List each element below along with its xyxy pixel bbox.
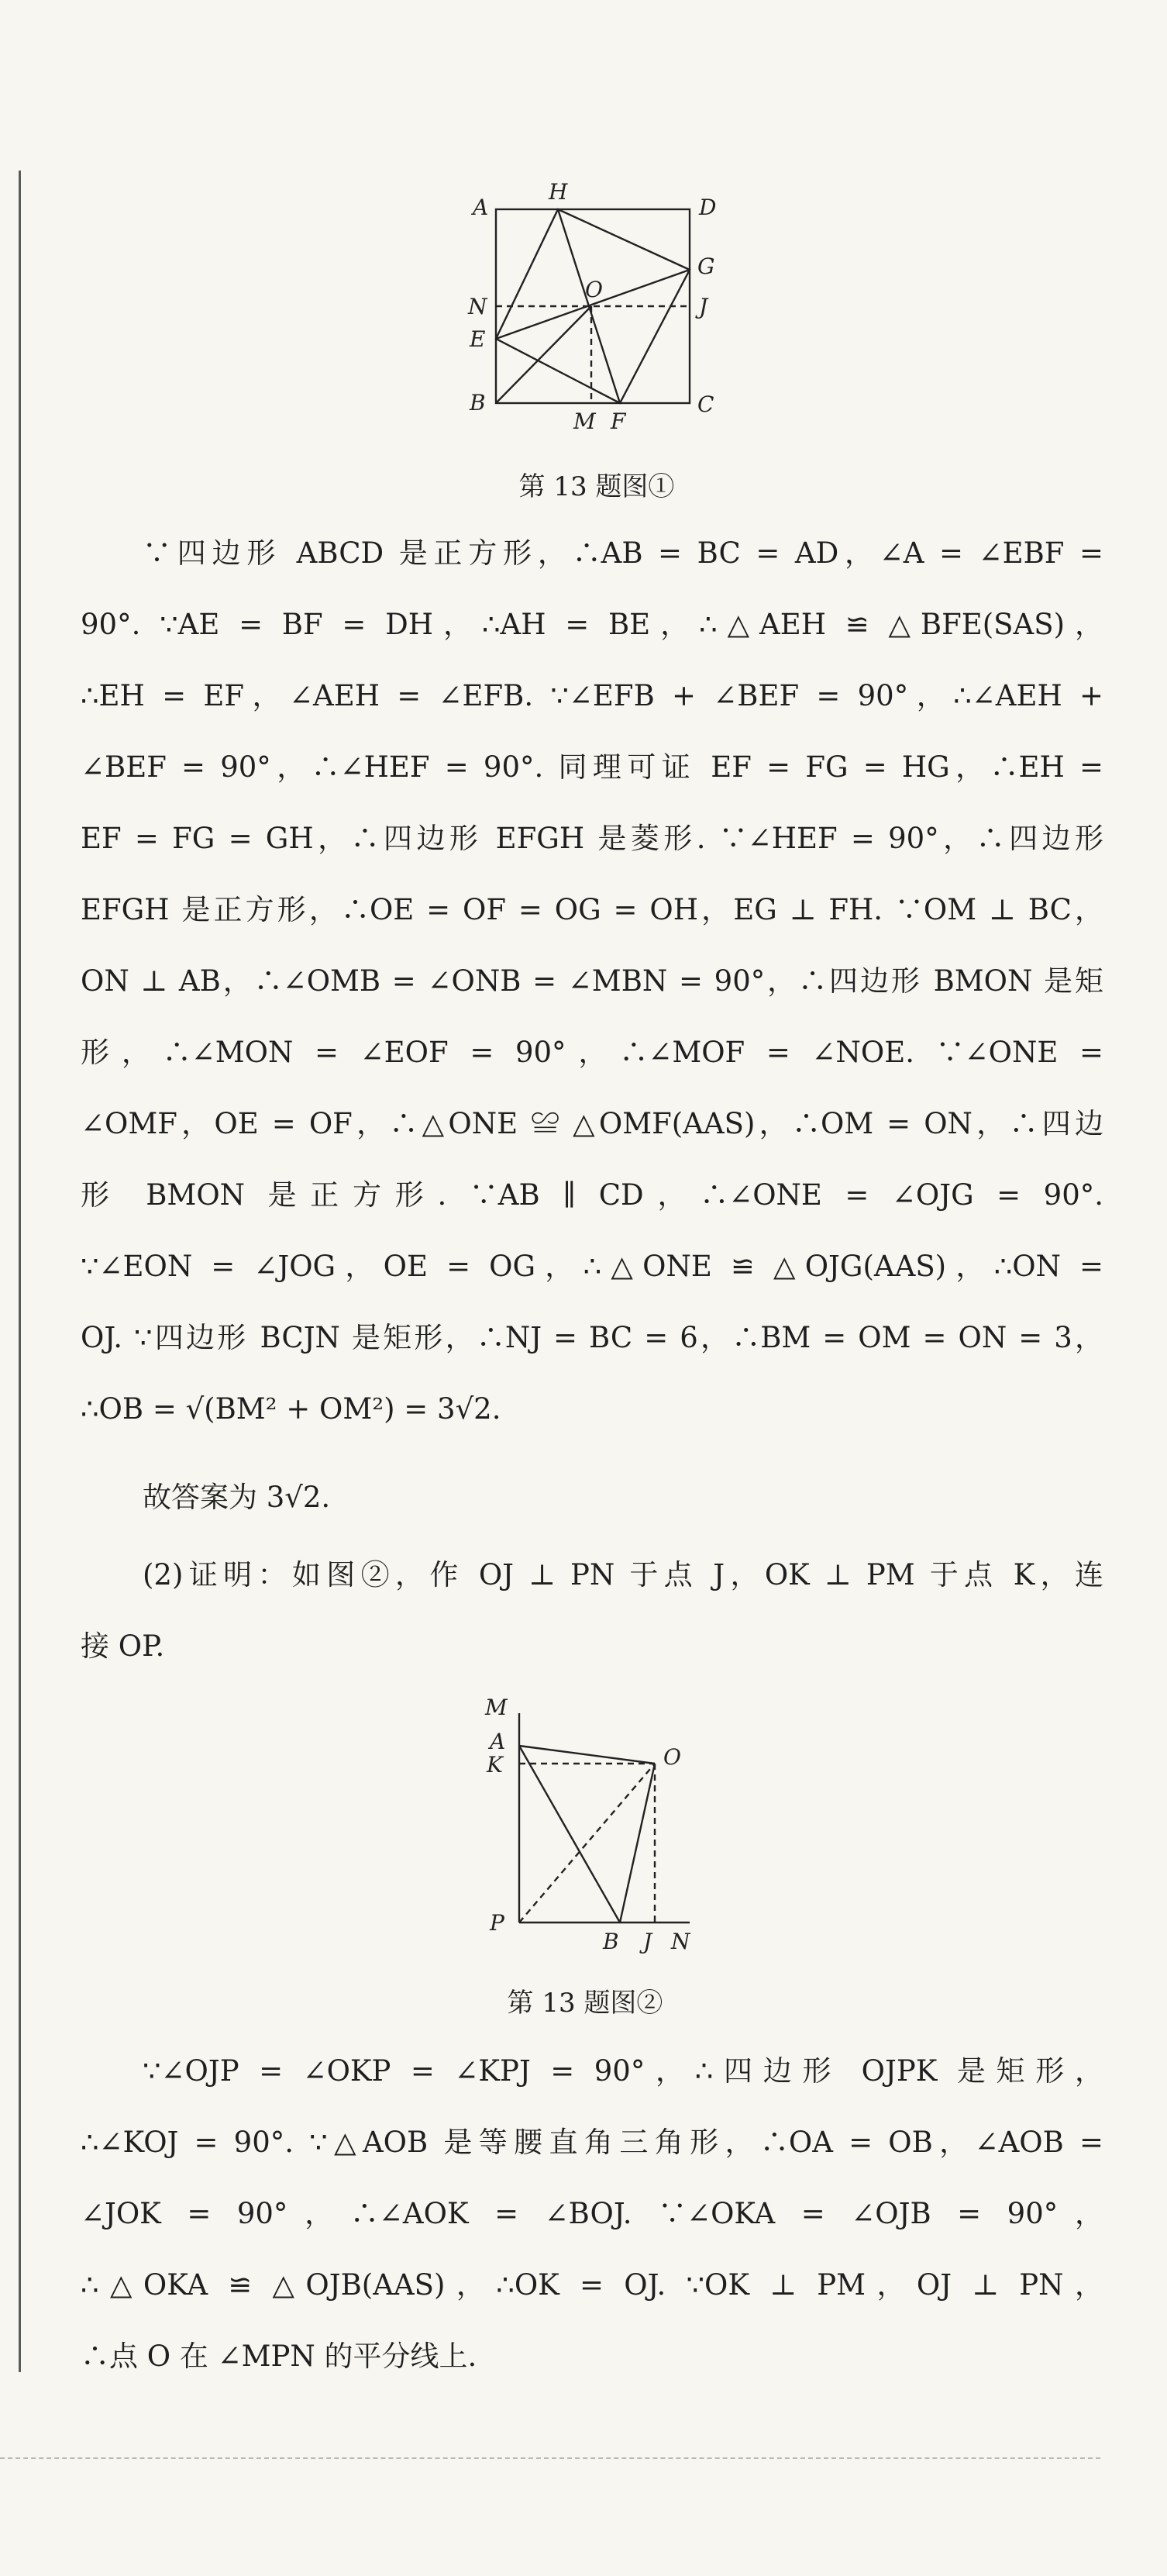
solution-line: 90°. ∵AE = BF = DH，∴AH = BE，∴△AEH ≌ △BFE(SAS)， (81, 608, 1103, 641)
solution2-line: ∴∠KOJ = 90°. ∵△AOB 是等腰直角三角形，∴OA = OB，∠AOB = (81, 2126, 1103, 2159)
solution-line: EF = FG = GH，∴四边形 EFGH 是菱形. ∵∠HEF = 90°，∴四边形 (81, 822, 1103, 855)
answer-line: 故答案为 3√2. (143, 1481, 331, 1514)
solution-line: ∠OMF，OE = OF，∴△ONE ≌ △OMF(AAS)，∴OM = ON，∴四边 (81, 1107, 1103, 1140)
bottom-dashed-rule (0, 2457, 1100, 2459)
label-b: B (603, 1929, 619, 1954)
solution2-line: ∴点 O 在 ∠MPN 的平分线上. (81, 2340, 477, 2373)
label-j: J (699, 294, 708, 319)
solution-line: 形 BMON 是正方形. ∵AB ∥ CD，∴∠ONE = ∠OJG = 90°. (81, 1178, 1103, 1212)
label-o: O (663, 1744, 681, 1770)
solution2-line: ∠JOK = 90°，∴∠AOK = ∠BOJ. ∵∠OKA = ∠OJB = 90°， (81, 2197, 1103, 2230)
label-g: G (697, 253, 715, 279)
label-m: M (485, 1695, 508, 1720)
label-j: J (643, 1929, 652, 1954)
solution-line: ON ⊥ AB，∴∠OMB = ∠ONB = ∠MBN = 90°，∴四边形 BMON 是矩 (81, 964, 1103, 998)
margin-line (19, 171, 21, 2372)
label-p: P (490, 1910, 504, 1936)
label-k: K (487, 1752, 503, 1778)
label-f: F (611, 409, 626, 434)
solution-line: 形，∴∠MON = ∠EOF = 90°，∴∠MOF = ∠NOE. ∵∠ONE = (81, 1036, 1103, 1069)
figure-2-caption: 第 13 题图② (507, 1988, 663, 2019)
part2-line: (2)证明：如图②，作 OJ ⊥ PN 于点 J，OK ⊥ PM 于点 K，连 (143, 1558, 1103, 1591)
solution-line: ∠BEF = 90°，∴∠HEF = 90°. 同理可证 EF = FG = HG，∴EH = (81, 750, 1103, 784)
label-a: A (473, 195, 489, 220)
label-n: N (671, 1929, 690, 1954)
part2-line: 接 OP. (81, 1629, 165, 1663)
figure-1-caption: 第 13 题图① (518, 471, 675, 502)
label-c: C (697, 391, 714, 417)
solution-line: EFGH 是正方形，∴OE = OF = OG = OH，EG ⊥ FH. ∵OM ⊥ BC， (81, 893, 1103, 926)
solution-part2 (81, 2036, 1103, 2392)
label-b: B (470, 390, 486, 416)
solution-part1 (81, 518, 1103, 1445)
label-o: O (585, 277, 603, 302)
label-a: A (490, 1729, 506, 1754)
label-m: M (573, 409, 596, 434)
label-d: D (699, 195, 717, 220)
label-e: E (470, 326, 486, 352)
solution-line: ∴EH = EF，∠AEH = ∠EFB. ∵∠EFB + ∠BEF = 90°，∴∠AEH + (81, 679, 1103, 712)
label-n: N (468, 294, 487, 319)
solution2-line: ∴△OKA ≌ △OJB(AAS)，∴OK = OJ. ∵OK ⊥ PM，OJ ⊥ PN， (81, 2268, 1103, 2302)
solution-line: ∵四边形 ABCD 是正方形，∴AB = BC = AD，∠A = ∠EBF = (143, 536, 1103, 570)
figure-1 (449, 174, 744, 438)
figure-2 (473, 1690, 705, 1954)
solution-line: OJ. ∵四边形 BCJN 是矩形，∴NJ = BC = 6，∴BM = OM = ON = 3， (81, 1321, 1103, 1354)
solution2-line: ∵∠OJP = ∠OKP = ∠KPJ = 90°，∴四边形 OJPK 是矩形， (143, 2054, 1103, 2088)
label-h: H (549, 179, 568, 205)
part2-intro (81, 1540, 1103, 1682)
solution-line: ∴OB = √(BM² + OM²) = 3√2. (81, 1392, 501, 1426)
solution-line: ∵∠EON = ∠JOG，OE = OG，∴△ONE ≌ △OJG(AAS)，∴ON = (81, 1250, 1103, 1283)
